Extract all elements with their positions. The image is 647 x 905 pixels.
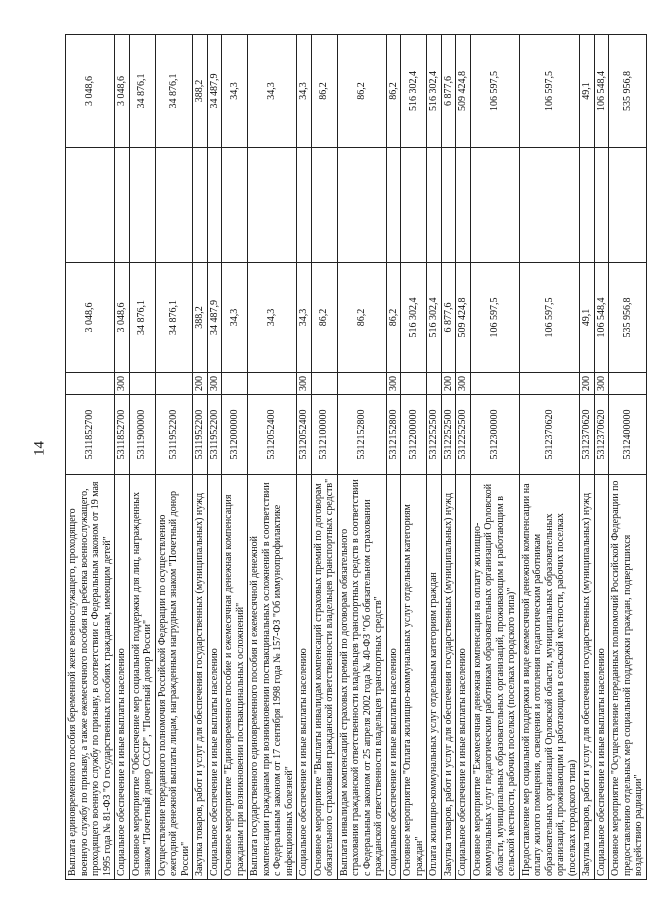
amount-cell: 34,3 — [248, 35, 297, 148]
empty-cell — [193, 148, 208, 263]
expense-type-cell — [311, 373, 337, 395]
target-code-cell: 5312400000 — [609, 395, 647, 475]
expense-type-cell — [222, 373, 248, 395]
expense-type-cell — [248, 373, 297, 395]
table-row — [580, 35, 595, 880]
target-code-cell: 5312252500 — [441, 395, 456, 475]
row-name-cell: Социальное обеспечение и иные выплаты населению — [456, 475, 471, 880]
empty-cell — [519, 148, 580, 263]
amount-cell: 34,3 — [222, 35, 248, 148]
table-row — [155, 35, 193, 880]
table-row — [66, 35, 115, 880]
empty-cell — [594, 148, 609, 263]
amount-cell: 106 597,5 — [519, 35, 580, 148]
expense-type-cell — [155, 373, 193, 395]
amount-cell: 86,2 — [386, 35, 401, 148]
amount-cell: 86,2 — [337, 263, 386, 373]
empty-cell — [401, 148, 427, 263]
target-code-cell: 5312000000 — [222, 395, 248, 475]
target-code-cell: 5311900000 — [129, 395, 155, 475]
budget-table — [65, 34, 647, 880]
target-code-cell: 5311952200 — [193, 395, 208, 475]
amount-cell: 34 876,1 — [155, 35, 193, 148]
amount-cell: 388,2 — [193, 263, 208, 373]
amount-cell: 535 956,8 — [609, 263, 647, 373]
target-code-cell: 5311852700 — [66, 395, 115, 475]
row-name-cell: Предоставление мер социальной поддержки в виде ежемесячной денежной компенсации на оплату жилого помещения, освещения и отопления педагогическим работникам образовательных организаций Орловской области, муниципальных образовательных организаций, проживающим и работающим в сельской местности, рабочих поселках (поселках городского типа) — [519, 475, 580, 880]
target-code-cell: 5312300000 — [470, 395, 519, 475]
amount-cell: 516 302,4 — [427, 35, 442, 148]
amount-cell: 106 548,4 — [594, 263, 609, 373]
target-code-cell: 5312252500 — [427, 395, 442, 475]
target-code-cell: 5312052400 — [297, 395, 312, 475]
amount-cell: 3 048,6 — [66, 263, 115, 373]
amount-cell: 34,3 — [222, 263, 248, 373]
table-row — [386, 35, 401, 880]
expense-type-cell: 300 — [386, 373, 401, 395]
amount-cell: 3 048,6 — [66, 35, 115, 148]
table-row — [193, 35, 208, 880]
table-row — [337, 35, 386, 880]
table-row — [609, 35, 647, 880]
target-code-cell: 5312370620 — [519, 395, 580, 475]
row-name-cell: Социальное обеспечение и иные выплаты населению — [386, 475, 401, 880]
empty-cell — [609, 148, 647, 263]
table-row — [427, 35, 442, 880]
target-code-cell: 5312252500 — [456, 395, 471, 475]
empty-cell — [311, 148, 337, 263]
empty-cell — [470, 148, 519, 263]
amount-cell: 516 302,4 — [401, 35, 427, 148]
amount-cell: 34 876,1 — [129, 263, 155, 373]
row-name-cell: Социальное обеспечение и иные выплаты населению — [594, 475, 609, 880]
expense-type-cell: 300 — [594, 373, 609, 395]
expense-type-cell: 300 — [297, 373, 312, 395]
amount-cell: 34 876,1 — [155, 263, 193, 373]
amount-cell: 86,2 — [311, 263, 337, 373]
amount-cell: 86,2 — [311, 35, 337, 148]
expense-type-cell: 200 — [193, 373, 208, 395]
amount-cell: 388,2 — [193, 35, 208, 148]
empty-cell — [456, 148, 471, 263]
amount-cell: 34 487,9 — [207, 263, 222, 373]
row-name-cell: Закупка товаров, работ и услуг для обеспечения государственных (муниципальных) нужд — [441, 475, 456, 880]
empty-cell — [155, 148, 193, 263]
amount-cell: 516 302,4 — [401, 263, 427, 373]
empty-cell — [386, 148, 401, 263]
target-code-cell: 5312100000 — [311, 395, 337, 475]
table-row — [207, 35, 222, 880]
amount-cell: 509 424,8 — [456, 35, 471, 148]
table-row — [297, 35, 312, 880]
row-name-cell: Основное мероприятие "Осуществление переданных полномочий Российской Федерации по предоставлению отдельных мер социальной поддержки граждан, подвергшихся воздействию радиации" — [609, 475, 647, 880]
target-code-cell: 5312370620 — [580, 395, 595, 475]
amount-cell: 86,2 — [386, 263, 401, 373]
expense-type-cell: 300 — [115, 373, 130, 395]
row-name-cell: Основное мероприятие "Оплата жилищно-коммунальных услуг отдельным категориям граждан" — [401, 475, 427, 880]
empty-cell — [297, 148, 312, 263]
amount-cell: 509 424,8 — [456, 263, 471, 373]
table-row — [115, 35, 130, 880]
page-number: 14 — [31, 441, 48, 456]
amount-cell: 106 548,4 — [594, 35, 609, 148]
table-row — [222, 35, 248, 880]
amount-cell: 6 877,6 — [441, 35, 456, 148]
amount-cell: 106 597,5 — [470, 263, 519, 373]
amount-cell: 516 302,4 — [427, 263, 442, 373]
row-name-cell: Оплата жилищно-коммунальных услуг отдельным категориям граждан — [427, 475, 442, 880]
amount-cell: 49,1 — [580, 263, 595, 373]
table-row — [129, 35, 155, 880]
target-code-cell: 5312052400 — [248, 395, 297, 475]
empty-cell — [427, 148, 442, 263]
target-code-cell: 5312200000 — [401, 395, 427, 475]
empty-cell — [115, 148, 130, 263]
amount-cell: 34 487,9 — [207, 35, 222, 148]
table-row — [519, 35, 580, 880]
expense-type-cell — [129, 373, 155, 395]
amount-cell: 106 597,5 — [519, 263, 580, 373]
empty-cell — [580, 148, 595, 263]
amount-cell: 34,3 — [248, 263, 297, 373]
expense-type-cell: 300 — [207, 373, 222, 395]
row-name-cell: Выплата государственного единовременного пособия и ежемесячной денежной компенсации гражданам при возникновении поствакцинальных осложнений в соответствии с Федеральным законом от 17 сентября 1998 года № 157-ФЗ "Об иммунопрофилактике инфекционных болезней" — [248, 475, 297, 880]
row-name-cell: Основное мероприятие "Выплаты инвалидам компенсаций страховых премий по договорам обязательного страхования гражданской ответственности владельцев транспортных средств" — [311, 475, 337, 880]
empty-cell — [248, 148, 297, 263]
amount-cell: 3 048,6 — [115, 35, 130, 148]
table-row — [456, 35, 471, 880]
table-row — [401, 35, 427, 880]
table-row — [594, 35, 609, 880]
table-row — [311, 35, 337, 880]
target-code-cell: 5311952200 — [155, 395, 193, 475]
row-name-cell: Основное мероприятие "Обеспечение мер социальной поддержки для лиц, награжденных знаком "Почетный донор СССР", "Почетный донор России" — [129, 475, 155, 880]
amount-cell: 535 956,8 — [609, 35, 647, 148]
row-name-cell: Закупка товаров, работ и услуг для обеспечения государственных (муниципальных) нужд — [580, 475, 595, 880]
amount-cell: 34 876,1 — [129, 35, 155, 148]
row-name-cell: Социальное обеспечение и иные выплаты населению — [115, 475, 130, 880]
expense-type-cell — [401, 373, 427, 395]
row-name-cell: Закупка товаров, работ и услуг для обеспечения государственных (муниципальных) нужд — [193, 475, 208, 880]
empty-cell — [207, 148, 222, 263]
expense-type-cell — [519, 373, 580, 395]
target-code-cell: 5312152800 — [386, 395, 401, 475]
expense-type-cell — [609, 373, 647, 395]
empty-cell — [222, 148, 248, 263]
target-code-cell: 5312370620 — [594, 395, 609, 475]
expense-type-cell — [337, 373, 386, 395]
row-name-cell: Социальное обеспечение и иные выплаты населению — [297, 475, 312, 880]
empty-cell — [66, 148, 115, 263]
row-name-cell: Выплата инвалидам компенсаций страховых премий по договорам обязательного страхования гражданской ответственности владельцев транспортных средств в соответствии с Федеральным законом от 25 апреля 2002 года № 40-ФЗ "Об обязательном страховании гражданской ответственности владельцев транспортных средств" — [337, 475, 386, 880]
row-name-cell: Осуществление переданного полномочия Российской Федерации по осуществлению ежегодной денежной выплаты лицам, награжденным нагрудным знаком "Почетный донор России" — [155, 475, 193, 880]
row-name-cell: Основное мероприятие "Единовременное пособие и ежемесячная денежная компенсация гражданам при возникновении поствакцинальных осложнений" — [222, 475, 248, 880]
row-name-cell: Выплата единовременного пособия беременной жене военнослужащего, проходящего военную службу по призыву, а также ежемесячного пособия на ребенка военнослужащего, проходящего военную службу по призыву, в соответствии с Федеральным законом от 19 мая 1995 года № 81-ФЗ "О государственных пособиях гражданам, имеющим детей" — [66, 475, 115, 880]
row-name-cell: Основное мероприятие "Ежемесячная денежная компенсация на оплату жилищно-коммунальных услуг педагогическим работникам образовательных организаций Орловской области, муниципальных образовательных организаций, проживающим и работающим в сельской местности, рабочих поселках (поселках городского типа)" — [470, 475, 519, 880]
row-name-cell: Социальное обеспечение и иные выплаты населению — [207, 475, 222, 880]
expense-type-cell: 200 — [441, 373, 456, 395]
amount-cell: 106 597,5 — [470, 35, 519, 148]
amount-cell: 3 048,6 — [115, 263, 130, 373]
empty-cell — [129, 148, 155, 263]
amount-cell: 49,1 — [580, 35, 595, 148]
expense-type-cell — [470, 373, 519, 395]
expense-type-cell: 300 — [456, 373, 471, 395]
table-row — [441, 35, 456, 880]
expense-type-cell: 200 — [580, 373, 595, 395]
empty-cell — [337, 148, 386, 263]
amount-cell: 86,2 — [337, 35, 386, 148]
rotated-page-content — [65, 35, 644, 880]
amount-cell: 34,3 — [297, 263, 312, 373]
amount-cell: 34,3 — [297, 35, 312, 148]
empty-cell — [441, 148, 456, 263]
table-row — [470, 35, 519, 880]
target-code-cell: 5311852700 — [115, 395, 130, 475]
target-code-cell: 5312152800 — [337, 395, 386, 475]
target-code-cell: 5311952200 — [207, 395, 222, 475]
expense-type-cell — [427, 373, 442, 395]
expense-type-cell — [66, 373, 115, 395]
amount-cell: 6 877,6 — [441, 263, 456, 373]
table-row — [248, 35, 297, 880]
